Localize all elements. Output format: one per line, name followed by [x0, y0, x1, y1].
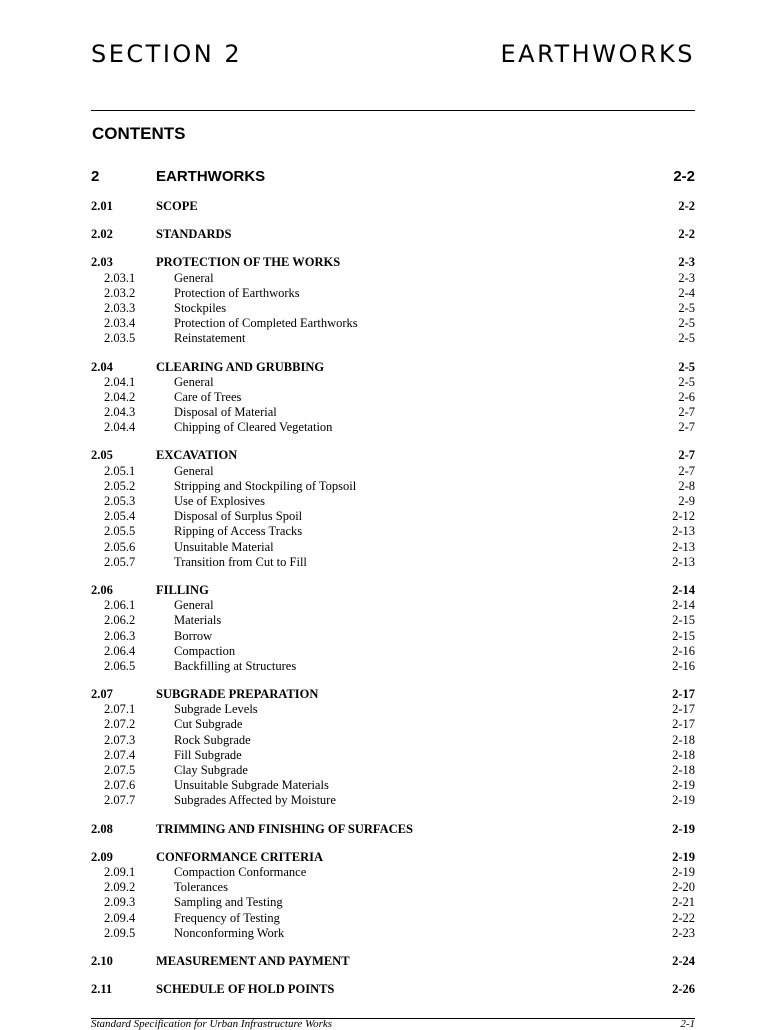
toc-number: 2.09.5: [104, 925, 136, 940]
toc-title: Disposal of Material: [174, 405, 277, 420]
toc-subsection-entry[interactable]: [91, 748, 695, 763]
section-title: EARTHWORKS: [500, 40, 695, 68]
toc-page: 2-19: [672, 864, 695, 879]
toc-page: 2-22: [672, 910, 695, 925]
toc-section-entry[interactable]: [91, 583, 695, 598]
toc-title: Care of Trees: [174, 389, 242, 404]
toc-number: 2.09.1: [104, 864, 136, 879]
toc-number: 2.05.7: [104, 554, 136, 569]
toc-page: 2-16: [672, 643, 695, 658]
toc-title: Reinstatement: [174, 331, 246, 346]
toc-title: Ripping of Access Tracks: [174, 524, 303, 539]
toc-subsection-entry[interactable]: [91, 763, 695, 778]
toc-number: 2.10: [91, 953, 113, 968]
toc-number: 2.07.2: [104, 717, 136, 732]
toc-subsection-entry[interactable]: [91, 880, 695, 895]
toc-section-group: [91, 583, 695, 674]
toc-page: 2-19: [672, 849, 695, 864]
toc-title: Subgrade Levels: [174, 702, 258, 717]
toc-page: 2-21: [672, 895, 695, 910]
toc-section-group: [91, 255, 695, 346]
toc-page: 2-7: [678, 420, 695, 435]
toc-title: PROTECTION OF THE WORKS: [156, 255, 341, 270]
header-divider: [91, 110, 695, 111]
toc-section-group: [91, 227, 695, 242]
toc-subsection-entry[interactable]: [91, 629, 695, 644]
toc-page: 2-17: [672, 687, 695, 702]
toc-number: 2.03.4: [104, 316, 136, 331]
toc-title: Rock Subgrade: [174, 732, 251, 747]
section-label: SECTION 2: [91, 40, 243, 68]
toc-title: Use of Explosives: [174, 494, 265, 508]
toc-number: 2.06: [91, 582, 113, 597]
toc-page: 2-5: [678, 300, 695, 315]
toc-title: Frequency of Testing: [174, 910, 280, 925]
toc-number: 2.06.4: [104, 643, 136, 658]
toc-title: Sampling and Testing: [174, 895, 283, 910]
toc-section-entry[interactable]: [91, 822, 695, 837]
toc-subsection-entry[interactable]: [91, 644, 695, 659]
toc-title: Stripping and Stockpiling of Topsoil: [174, 478, 357, 493]
toc-title: Stockpiles: [174, 300, 227, 315]
toc-section-entry[interactable]: [91, 199, 695, 214]
toc-subsection-entry[interactable]: [91, 271, 695, 286]
toc-title: Compaction: [174, 643, 236, 658]
toc-subsection-entry[interactable]: [91, 895, 695, 910]
toc-title: CLEARING AND GRUBBING: [156, 359, 325, 374]
toc-number: 2.11: [91, 982, 113, 997]
toc-main-title: EARTHWORKS: [156, 168, 266, 185]
toc-section-group: [91, 687, 695, 809]
toc-main-number: 2: [91, 168, 100, 185]
toc-title: Protection of Completed Earthworks: [174, 316, 358, 331]
toc-page: 2-2: [678, 227, 695, 242]
toc-section-entry[interactable]: [91, 850, 695, 865]
toc-page: 2-5: [678, 316, 695, 331]
toc-section-group: [91, 448, 695, 570]
toc-title: Disposal of Surplus Spoil: [174, 509, 303, 524]
toc-section-entry[interactable]: [91, 448, 695, 463]
toc-number: 2.05: [91, 448, 113, 463]
toc-subsection-entry[interactable]: [91, 301, 695, 316]
toc-page: 2-20: [672, 880, 695, 895]
toc-subsection-entry[interactable]: [91, 926, 695, 941]
toc-title: Nonconforming Work: [174, 925, 285, 940]
toc-page: 2-12: [672, 509, 695, 524]
toc-number: 2.07.4: [104, 747, 136, 762]
toc-number: 2.06.3: [104, 628, 136, 643]
toc-section-group: [91, 850, 695, 941]
toc-page: 2-9: [678, 494, 695, 508]
toc-page: 2-7: [678, 405, 695, 420]
toc-title: SCHEDULE OF HOLD POINTS: [156, 982, 335, 997]
page-footer: [91, 1018, 695, 1030]
toc-section-entry[interactable]: [91, 227, 695, 242]
toc-page: 2-15: [672, 613, 695, 628]
toc-number: 2.04.1: [104, 374, 136, 389]
toc-page: 2-5: [678, 374, 695, 389]
toc-page: 2-3: [678, 255, 695, 270]
toc-subsection-entry[interactable]: [91, 286, 695, 301]
toc-title: CONFORMANCE CRITERIA: [156, 849, 324, 864]
toc-number: 2.04.4: [104, 420, 136, 435]
toc-number: 2.06.2: [104, 613, 136, 628]
toc-title: Materials: [174, 613, 222, 628]
footer-text: Standard Specification for Urban Infrastructure Works: [91, 1018, 333, 1030]
toc-main-page: 2-2: [673, 168, 695, 185]
toc-title: STANDARDS: [156, 227, 232, 242]
toc-number: 2.02: [91, 227, 113, 242]
toc-section-group: [91, 954, 695, 969]
toc-subsection-entry[interactable]: [91, 613, 695, 628]
toc-page: 2-14: [672, 582, 695, 597]
toc-number: 2.05.3: [104, 494, 136, 508]
toc-page: 2-19: [672, 793, 695, 808]
toc-section-group: [91, 982, 695, 997]
toc-subsection-entry[interactable]: [91, 778, 695, 793]
toc-number: 2.09.2: [104, 880, 136, 895]
toc-title: Clay Subgrade: [174, 763, 248, 777]
toc-page: 2-24: [672, 953, 695, 968]
toc-page: 2-2: [678, 199, 695, 213]
toc-subsection-entry[interactable]: [91, 375, 695, 390]
toc-title: Chipping of Cleared Vegetation: [174, 420, 333, 435]
toc-page: 2-5: [678, 359, 695, 374]
toc-subsection-entry[interactable]: [91, 717, 695, 732]
toc-number: 2.05.6: [104, 539, 136, 554]
toc-number: 2.09.4: [104, 910, 136, 925]
toc-subsection-entry[interactable]: [91, 911, 695, 926]
toc-page: 2-26: [672, 982, 695, 997]
toc-title: Transition from Cut to Fill: [174, 554, 307, 569]
toc-subsection-entry[interactable]: [91, 524, 695, 539]
toc-number: 2.07.3: [104, 732, 136, 747]
toc-page: 2-19: [672, 821, 695, 836]
toc-page: 2-18: [672, 747, 695, 762]
toc-page: 2-16: [672, 658, 695, 673]
toc-number: 2.03: [91, 255, 113, 270]
toc-title: SCOPE: [156, 199, 198, 213]
toc-page: 2-7: [678, 448, 695, 463]
toc-number: 2.07.6: [104, 778, 136, 793]
toc-number: 2.06.1: [104, 598, 136, 613]
footer-page-number: 2-1: [680, 1018, 695, 1030]
toc-title: FILLING: [156, 582, 209, 597]
toc-section-entry[interactable]: [91, 360, 695, 375]
toc-subsection-entry[interactable]: [91, 464, 695, 479]
toc-number: 2.07.1: [104, 702, 136, 717]
toc-page: 2-19: [672, 778, 695, 793]
toc-number: 2.05.1: [104, 463, 136, 478]
toc-page: 2-13: [672, 524, 695, 539]
toc-subsection-entry[interactable]: [91, 540, 695, 555]
toc-number: 2.04: [91, 359, 113, 374]
toc-page: 2-5: [678, 331, 695, 346]
toc-page: 2-18: [672, 732, 695, 747]
toc-number: 2.07: [91, 687, 113, 702]
toc-title: Borrow: [174, 628, 213, 643]
toc-page: 2-7: [678, 463, 695, 478]
toc-title: Unsuitable Material: [174, 539, 274, 554]
toc-title: General: [174, 270, 214, 285]
toc-title: Unsuitable Subgrade Materials: [174, 778, 329, 793]
toc-subsection-entry[interactable]: [91, 390, 695, 405]
toc-page: 2-17: [672, 702, 695, 717]
toc-subsection-entry[interactable]: [91, 316, 695, 331]
toc-page: 2-3: [678, 270, 695, 285]
toc-subsection-entry[interactable]: [91, 865, 695, 880]
toc-number: 2.04.2: [104, 389, 136, 404]
toc-page: 2-14: [672, 598, 695, 613]
toc-title: Tolerances: [174, 880, 228, 895]
toc-subsection-entry[interactable]: [91, 555, 695, 570]
toc-number: 2.05.5: [104, 524, 136, 539]
toc-page: 2-15: [672, 628, 695, 643]
toc-number: 2.09.3: [104, 895, 136, 910]
toc-title: General: [174, 374, 214, 389]
contents-heading: CONTENTS: [92, 124, 186, 143]
toc-subsection-entry[interactable]: [91, 479, 695, 494]
toc-title: Backfilling at Structures: [174, 658, 297, 673]
toc-title: Fill Subgrade: [174, 747, 242, 762]
toc-section-group: [91, 199, 695, 214]
toc-section-group: [91, 360, 695, 436]
toc-number: 2.05.4: [104, 509, 136, 524]
toc-subsection-entry[interactable]: [91, 659, 695, 674]
toc-title: Protection of Earthworks: [174, 285, 300, 300]
toc-page: 2-18: [672, 763, 695, 777]
toc-page: 2-17: [672, 717, 695, 732]
toc-number: 2.04.3: [104, 405, 136, 420]
toc-number: 2.07.7: [104, 793, 136, 808]
toc-number: 2.03.3: [104, 300, 136, 315]
toc-page: 2-6: [678, 389, 695, 404]
toc-title: Compaction Conformance: [174, 864, 307, 879]
toc-title: EXCAVATION: [156, 448, 238, 463]
toc-subsection-entry[interactable]: [91, 509, 695, 524]
toc-page: 2-23: [672, 925, 695, 940]
toc-subsection-entry[interactable]: [91, 733, 695, 748]
toc-subsection-entry[interactable]: [91, 405, 695, 420]
toc-section-entry[interactable]: [91, 954, 695, 969]
toc-number: 2.03.5: [104, 331, 136, 346]
toc-subsection-entry[interactable]: [91, 702, 695, 717]
toc-title: General: [174, 463, 214, 478]
toc-title: TRIMMING AND FINISHING OF SURFACES: [156, 821, 413, 836]
toc-page: 2-13: [672, 539, 695, 554]
toc-number: 2.09: [91, 849, 113, 864]
toc-title: Cut Subgrade: [174, 717, 243, 732]
toc-number: 2.07.5: [104, 763, 136, 777]
toc-subsection-entry[interactable]: [91, 420, 695, 435]
toc-subsection-entry[interactable]: [91, 331, 695, 346]
toc-title: MEASUREMENT AND PAYMENT: [156, 953, 350, 968]
toc-title: Subgrades Affected by Moisture: [174, 793, 336, 808]
toc-section-entry[interactable]: [91, 687, 695, 702]
toc-page: 2-13: [672, 554, 695, 569]
toc-subsection-entry[interactable]: [91, 598, 695, 613]
table-of-contents: [91, 199, 695, 1010]
toc-number: 2.05.2: [104, 478, 136, 493]
toc-subsection-entry[interactable]: [91, 793, 695, 808]
page-header: [91, 40, 695, 74]
toc-number: 2.03.1: [104, 270, 136, 285]
toc-number: 2.01: [91, 199, 113, 213]
toc-number: 2.06.5: [104, 658, 136, 673]
toc-main-entry[interactable]: [91, 168, 695, 188]
toc-number: 2.08: [91, 821, 113, 836]
toc-page: 2-4: [678, 285, 695, 300]
toc-page: 2-8: [678, 478, 695, 493]
toc-section-entry[interactable]: [91, 255, 695, 270]
toc-title: SUBGRADE PREPARATION: [156, 687, 319, 702]
toc-number: 2.03.2: [104, 285, 136, 300]
toc-section-group: [91, 822, 695, 837]
toc-title: General: [174, 598, 214, 613]
toc-section-entry[interactable]: [91, 982, 695, 997]
toc-subsection-entry[interactable]: [91, 494, 695, 509]
